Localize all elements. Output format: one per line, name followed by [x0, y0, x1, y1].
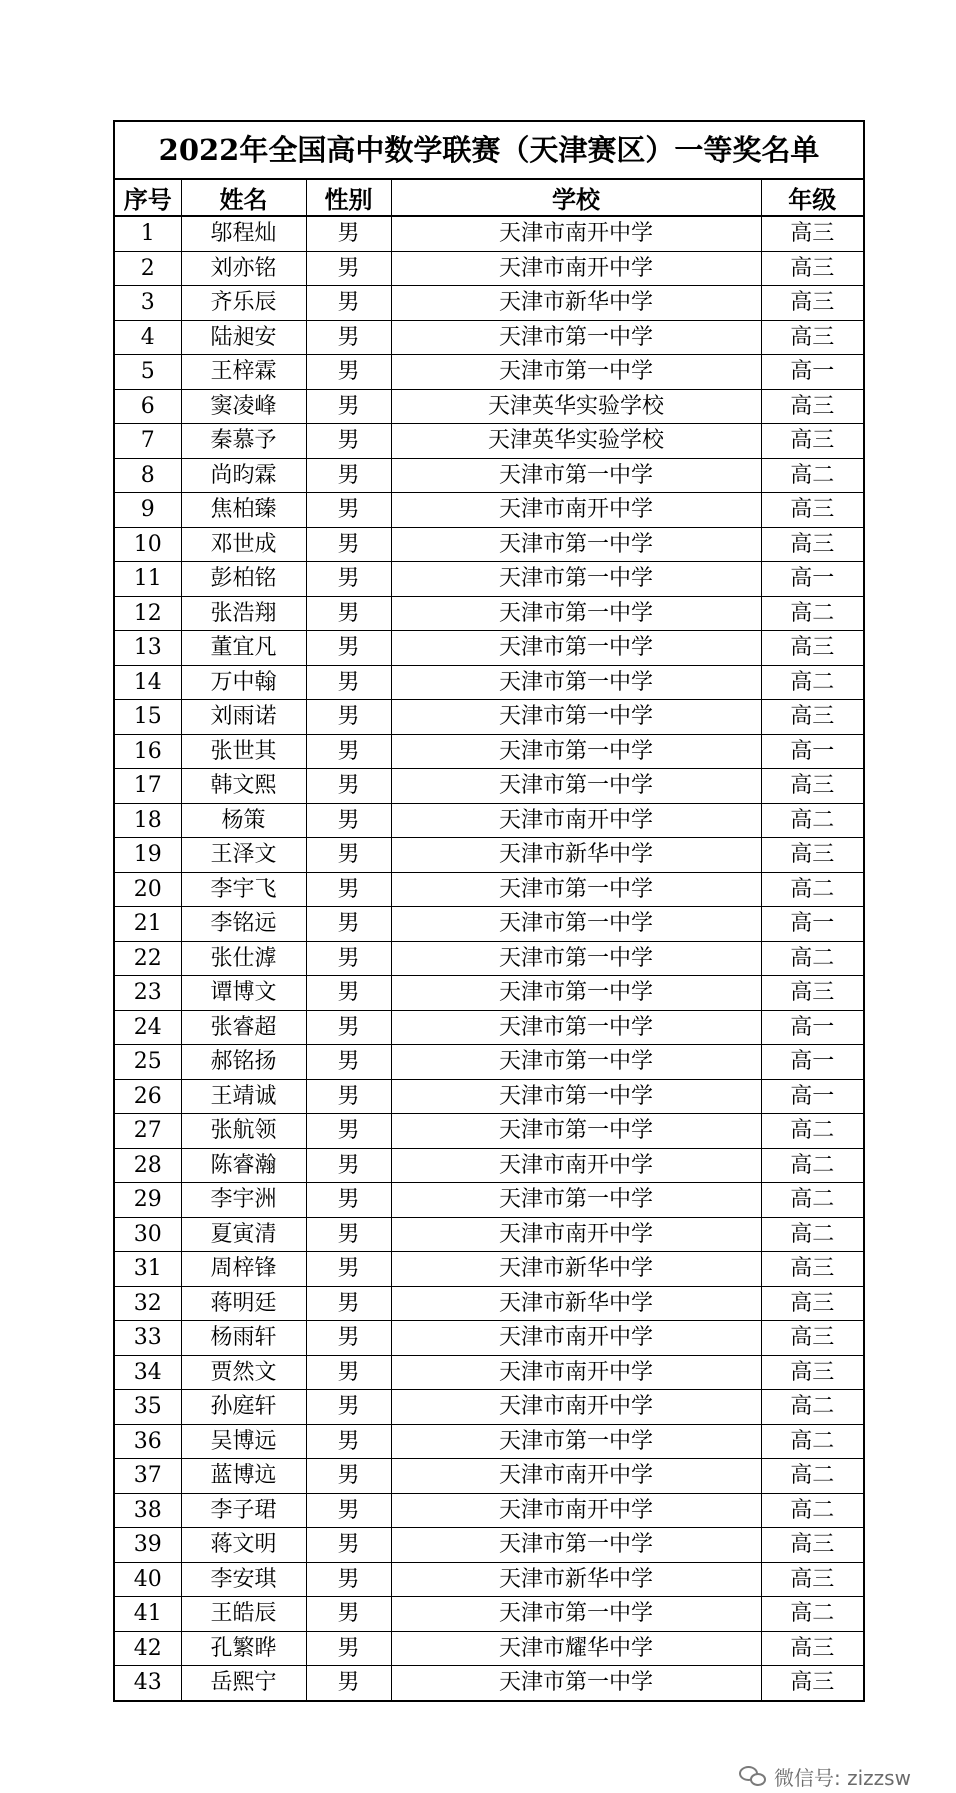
cell-school: 天津市第一中学 — [391, 596, 761, 631]
cell-index: 12 — [115, 596, 181, 631]
cell-gender: 男 — [306, 1597, 391, 1632]
cell-school: 天津市南开中学 — [391, 216, 761, 251]
cell-grade: 高二 — [761, 1459, 863, 1494]
cell-school: 天津市南开中学 — [391, 1321, 761, 1356]
cell-index: 2 — [115, 251, 181, 286]
cell-grade: 高三 — [761, 1631, 863, 1666]
cell-grade: 高一 — [761, 355, 863, 390]
cell-gender: 男 — [306, 803, 391, 838]
cell-school: 天津市第一中学 — [391, 1528, 761, 1563]
cell-name: 张仕滹 — [181, 941, 306, 976]
cell-gender: 男 — [306, 562, 391, 597]
cell-index: 39 — [115, 1528, 181, 1563]
cell-index: 28 — [115, 1148, 181, 1183]
cell-grade: 高三 — [761, 1321, 863, 1356]
cell-index: 33 — [115, 1321, 181, 1356]
cell-name: 张世其 — [181, 734, 306, 769]
cell-name: 窦凌峰 — [181, 389, 306, 424]
cell-name: 彭柏铭 — [181, 562, 306, 597]
table-row — [115, 1079, 863, 1114]
cell-name: 王皓辰 — [181, 1597, 306, 1632]
cell-gender: 男 — [306, 1321, 391, 1356]
cell-index: 24 — [115, 1010, 181, 1045]
cell-school: 天津市新华中学 — [391, 1252, 761, 1287]
cell-school: 天津市第一中学 — [391, 1597, 761, 1632]
table-row — [115, 1355, 863, 1390]
cell-name: 贾然文 — [181, 1355, 306, 1390]
cell-grade: 高三 — [761, 493, 863, 528]
table-row — [115, 803, 863, 838]
cell-grade: 高一 — [761, 562, 863, 597]
cell-name: 陈睿瀚 — [181, 1148, 306, 1183]
table-row — [115, 458, 863, 493]
cell-school: 天津市南开中学 — [391, 1148, 761, 1183]
cell-school: 天津市第一中学 — [391, 1079, 761, 1114]
cell-school: 天津英华实验学校 — [391, 424, 761, 459]
cell-grade: 高三 — [761, 527, 863, 562]
cell-gender: 男 — [306, 769, 391, 804]
cell-gender: 男 — [306, 1631, 391, 1666]
cell-school: 天津市第一中学 — [391, 355, 761, 390]
cell-grade: 高二 — [761, 1597, 863, 1632]
cell-name: 刘亦铭 — [181, 251, 306, 286]
table-row — [115, 631, 863, 666]
cell-grade: 高二 — [761, 1183, 863, 1218]
cell-name: 孙庭轩 — [181, 1390, 306, 1425]
cell-grade: 高三 — [761, 700, 863, 735]
cell-gender: 男 — [306, 1114, 391, 1149]
cell-index: 16 — [115, 734, 181, 769]
award-table — [115, 180, 863, 1700]
header-name: 姓名 — [181, 180, 306, 216]
cell-grade: 高三 — [761, 1562, 863, 1597]
table-row — [115, 1562, 863, 1597]
table-row — [115, 1183, 863, 1218]
cell-name: 刘雨诺 — [181, 700, 306, 735]
cell-name: 尚昀霖 — [181, 458, 306, 493]
table-row — [115, 1148, 863, 1183]
table-row — [115, 700, 863, 735]
cell-grade: 高三 — [761, 1252, 863, 1287]
table-row — [115, 1666, 863, 1700]
cell-grade: 高三 — [761, 1286, 863, 1321]
cell-index: 7 — [115, 424, 181, 459]
table-body — [115, 216, 863, 1700]
cell-grade: 高三 — [761, 216, 863, 251]
cell-name: 蒋文明 — [181, 1528, 306, 1563]
cell-name: 邬程灿 — [181, 216, 306, 251]
cell-gender: 男 — [306, 907, 391, 942]
cell-school: 天津市第一中学 — [391, 665, 761, 700]
cell-grade: 高三 — [761, 286, 863, 321]
cell-index: 27 — [115, 1114, 181, 1149]
table-row — [115, 596, 863, 631]
table-row — [115, 286, 863, 321]
cell-name: 谭博文 — [181, 976, 306, 1011]
header-school: 学校 — [391, 180, 761, 216]
table-row — [115, 1390, 863, 1425]
cell-index: 30 — [115, 1217, 181, 1252]
cell-school: 天津市新华中学 — [391, 1562, 761, 1597]
cell-gender: 男 — [306, 941, 391, 976]
table-row — [115, 320, 863, 355]
cell-name: 杨雨轩 — [181, 1321, 306, 1356]
cell-school: 天津市第一中学 — [391, 734, 761, 769]
cell-name: 李铭远 — [181, 907, 306, 942]
cell-name: 董宜凡 — [181, 631, 306, 666]
cell-index: 37 — [115, 1459, 181, 1494]
cell-grade: 高二 — [761, 458, 863, 493]
table-row — [115, 1631, 863, 1666]
cell-name: 夏寅清 — [181, 1217, 306, 1252]
table-row — [115, 389, 863, 424]
cell-gender: 男 — [306, 1390, 391, 1425]
cell-name: 李宇飞 — [181, 872, 306, 907]
cell-index: 34 — [115, 1355, 181, 1390]
cell-grade: 高三 — [761, 424, 863, 459]
cell-index: 41 — [115, 1597, 181, 1632]
cell-name: 郝铭扬 — [181, 1045, 306, 1080]
cell-school: 天津市第一中学 — [391, 1424, 761, 1459]
cell-name: 张浩翔 — [181, 596, 306, 631]
cell-name: 周梓锋 — [181, 1252, 306, 1287]
cell-index: 20 — [115, 872, 181, 907]
award-list-sheet — [113, 120, 865, 1702]
cell-gender: 男 — [306, 389, 391, 424]
cell-gender: 男 — [306, 1286, 391, 1321]
table-row — [115, 355, 863, 390]
cell-gender: 男 — [306, 1666, 391, 1700]
cell-grade: 高三 — [761, 320, 863, 355]
cell-school: 天津市第一中学 — [391, 1114, 761, 1149]
cell-grade: 高三 — [761, 976, 863, 1011]
cell-name: 张航领 — [181, 1114, 306, 1149]
cell-school: 天津市南开中学 — [391, 1390, 761, 1425]
cell-grade: 高一 — [761, 1010, 863, 1045]
cell-school: 天津市第一中学 — [391, 1183, 761, 1218]
cell-index: 1 — [115, 216, 181, 251]
cell-school: 天津市第一中学 — [391, 458, 761, 493]
cell-index: 4 — [115, 320, 181, 355]
table-header-row — [115, 180, 863, 216]
cell-gender: 男 — [306, 631, 391, 666]
table-row — [115, 1493, 863, 1528]
wechat-icon — [738, 1764, 768, 1788]
cell-grade: 高三 — [761, 389, 863, 424]
cell-grade: 高二 — [761, 1424, 863, 1459]
cell-school: 天津市第一中学 — [391, 1666, 761, 1700]
cell-name: 蒋明廷 — [181, 1286, 306, 1321]
cell-school: 天津英华实验学校 — [391, 389, 761, 424]
cell-school: 天津市第一中学 — [391, 976, 761, 1011]
cell-gender: 男 — [306, 1562, 391, 1597]
cell-name: 陆昶安 — [181, 320, 306, 355]
cell-gender: 男 — [306, 1424, 391, 1459]
table-row — [115, 1321, 863, 1356]
cell-gender: 男 — [306, 1010, 391, 1045]
cell-index: 17 — [115, 769, 181, 804]
cell-name: 万中翰 — [181, 665, 306, 700]
cell-name: 齐乐辰 — [181, 286, 306, 321]
cell-school: 天津市第一中学 — [391, 1010, 761, 1045]
cell-grade: 高一 — [761, 907, 863, 942]
cell-name: 王靖诚 — [181, 1079, 306, 1114]
cell-gender: 男 — [306, 216, 391, 251]
cell-index: 14 — [115, 665, 181, 700]
cell-school: 天津市南开中学 — [391, 493, 761, 528]
cell-grade: 高二 — [761, 665, 863, 700]
cell-gender: 男 — [306, 1045, 391, 1080]
cell-gender: 男 — [306, 1079, 391, 1114]
cell-gender: 男 — [306, 1148, 391, 1183]
cell-name: 蓝博迒 — [181, 1459, 306, 1494]
cell-index: 18 — [115, 803, 181, 838]
table-row — [115, 838, 863, 873]
cell-gender: 男 — [306, 286, 391, 321]
table-row — [115, 1252, 863, 1287]
cell-grade: 高一 — [761, 1079, 863, 1114]
cell-gender: 男 — [306, 1183, 391, 1218]
cell-gender: 男 — [306, 251, 391, 286]
cell-grade: 高二 — [761, 1493, 863, 1528]
cell-grade: 高二 — [761, 803, 863, 838]
table-row — [115, 1459, 863, 1494]
header-gender: 性别 — [306, 180, 391, 216]
cell-school: 天津市第一中学 — [391, 320, 761, 355]
table-row — [115, 251, 863, 286]
cell-index: 9 — [115, 493, 181, 528]
cell-index: 40 — [115, 1562, 181, 1597]
cell-gender: 男 — [306, 1493, 391, 1528]
cell-school: 天津市第一中学 — [391, 700, 761, 735]
cell-index: 43 — [115, 1666, 181, 1700]
table-row — [115, 665, 863, 700]
cell-grade: 高二 — [761, 872, 863, 907]
table-row — [115, 1045, 863, 1080]
cell-school: 天津市南开中学 — [391, 1459, 761, 1494]
table-row — [115, 424, 863, 459]
wechat-watermark — [738, 1762, 911, 1790]
cell-school: 天津市第一中学 — [391, 872, 761, 907]
cell-school: 天津市南开中学 — [391, 1355, 761, 1390]
header-index: 序号 — [115, 180, 181, 216]
cell-index: 13 — [115, 631, 181, 666]
cell-name: 杨策 — [181, 803, 306, 838]
table-row — [115, 907, 863, 942]
cell-index: 21 — [115, 907, 181, 942]
table-row — [115, 976, 863, 1011]
table-row — [115, 872, 863, 907]
cell-gender: 男 — [306, 665, 391, 700]
cell-grade: 高三 — [761, 1528, 863, 1563]
cell-school: 天津市第一中学 — [391, 769, 761, 804]
cell-gender: 男 — [306, 1252, 391, 1287]
cell-grade: 高三 — [761, 838, 863, 873]
cell-name: 韩文熙 — [181, 769, 306, 804]
cell-index: 29 — [115, 1183, 181, 1218]
cell-gender: 男 — [306, 320, 391, 355]
cell-school: 天津市第一中学 — [391, 1045, 761, 1080]
cell-school: 天津市南开中学 — [391, 803, 761, 838]
cell-index: 3 — [115, 286, 181, 321]
table-row — [115, 562, 863, 597]
cell-school: 天津市第一中学 — [391, 562, 761, 597]
table-row — [115, 734, 863, 769]
cell-grade: 高一 — [761, 734, 863, 769]
table-row — [115, 1217, 863, 1252]
cell-index: 36 — [115, 1424, 181, 1459]
cell-gender: 男 — [306, 527, 391, 562]
cell-gender: 男 — [306, 976, 391, 1011]
cell-grade: 高三 — [761, 631, 863, 666]
cell-index: 19 — [115, 838, 181, 873]
cell-grade: 高三 — [761, 251, 863, 286]
cell-grade: 高三 — [790, 1670, 835, 1696]
cell-index: 35 — [115, 1390, 181, 1425]
cell-name: 焦柏臻 — [181, 493, 306, 528]
cell-grade: 高二 — [761, 1390, 863, 1425]
cell-name: 吴博远 — [181, 1424, 306, 1459]
cell-name: 岳熙宁 — [181, 1666, 306, 1700]
cell-name: 李宇洲 — [181, 1183, 306, 1218]
table-row — [115, 1528, 863, 1563]
cell-grade: 高三 — [761, 1355, 863, 1390]
cell-grade: 高一 — [761, 1045, 863, 1080]
cell-gender: 男 — [306, 1355, 391, 1390]
cell-school: 天津市南开中学 — [391, 1217, 761, 1252]
cell-gender: 男 — [306, 872, 391, 907]
cell-school: 天津市第一中学 — [391, 527, 761, 562]
cell-school: 天津市南开中学 — [391, 251, 761, 286]
watermark-text: 微信号: zizzsw — [774, 1765, 911, 1790]
cell-grade: 高三 — [761, 769, 863, 804]
cell-school: 天津市第一中学 — [391, 941, 761, 976]
cell-index: 25 — [115, 1045, 181, 1080]
cell-gender: 男 — [306, 1217, 391, 1252]
table-row — [115, 527, 863, 562]
table-row — [115, 1597, 863, 1632]
cell-gender: 男 — [306, 838, 391, 873]
cell-gender: 男 — [306, 493, 391, 528]
cell-name: 李子珺 — [181, 1493, 306, 1528]
cell-name: 孔繁晔 — [181, 1631, 306, 1666]
table-row — [115, 216, 863, 251]
cell-gender: 男 — [306, 734, 391, 769]
cell-name: 李安琪 — [181, 1562, 306, 1597]
cell-index: 31 — [115, 1252, 181, 1287]
table-row — [115, 1010, 863, 1045]
cell-name: 邓世成 — [181, 527, 306, 562]
cell-gender: 男 — [306, 1528, 391, 1563]
cell-grade: 高二 — [761, 596, 863, 631]
cell-index: 23 — [115, 976, 181, 1011]
cell-school: 天津市南开中学 — [391, 1493, 761, 1528]
cell-school: 天津市新华中学 — [391, 286, 761, 321]
cell-index: 32 — [115, 1286, 181, 1321]
cell-school: 天津市第一中学 — [391, 907, 761, 942]
cell-gender: 男 — [306, 458, 391, 493]
cell-gender: 男 — [306, 1459, 391, 1494]
cell-name: 王梓霖 — [181, 355, 306, 390]
cell-gender: 男 — [306, 700, 391, 735]
table-row — [115, 1114, 863, 1149]
cell-index: 10 — [115, 527, 181, 562]
cell-index: 8 — [115, 458, 181, 493]
cell-index: 26 — [115, 1079, 181, 1114]
table-row — [115, 493, 863, 528]
header-grade: 年级 — [761, 180, 863, 216]
cell-index: 22 — [115, 941, 181, 976]
table-row — [115, 1286, 863, 1321]
cell-grade: 高二 — [761, 1114, 863, 1149]
cell-grade: 高二 — [761, 1217, 863, 1252]
cell-index: 15 — [115, 700, 181, 735]
cell-index: 38 — [115, 1493, 181, 1528]
table-row — [115, 769, 863, 804]
table-row — [115, 1424, 863, 1459]
cell-school: 天津市新华中学 — [391, 838, 761, 873]
cell-name: 张睿超 — [181, 1010, 306, 1045]
cell-name: 王泽文 — [181, 838, 306, 873]
cell-school: 天津市新华中学 — [391, 1286, 761, 1321]
cell-gender: 男 — [306, 355, 391, 390]
document-title: 2022年全国高中数学联赛（天津赛区）一等奖名单 — [115, 122, 863, 180]
cell-name: 秦慕予 — [181, 424, 306, 459]
cell-index: 6 — [115, 389, 181, 424]
cell-gender: 男 — [306, 424, 391, 459]
cell-gender: 男 — [306, 596, 391, 631]
table-row — [115, 941, 863, 976]
cell-index: 42 — [115, 1631, 181, 1666]
cell-school: 天津市第一中学 — [391, 631, 761, 666]
cell-school: 天津市耀华中学 — [391, 1631, 761, 1666]
cell-grade: 高二 — [761, 1148, 863, 1183]
cell-grade: 高二 — [761, 941, 863, 976]
cell-index: 11 — [115, 562, 181, 597]
cell-index: 5 — [115, 355, 181, 390]
